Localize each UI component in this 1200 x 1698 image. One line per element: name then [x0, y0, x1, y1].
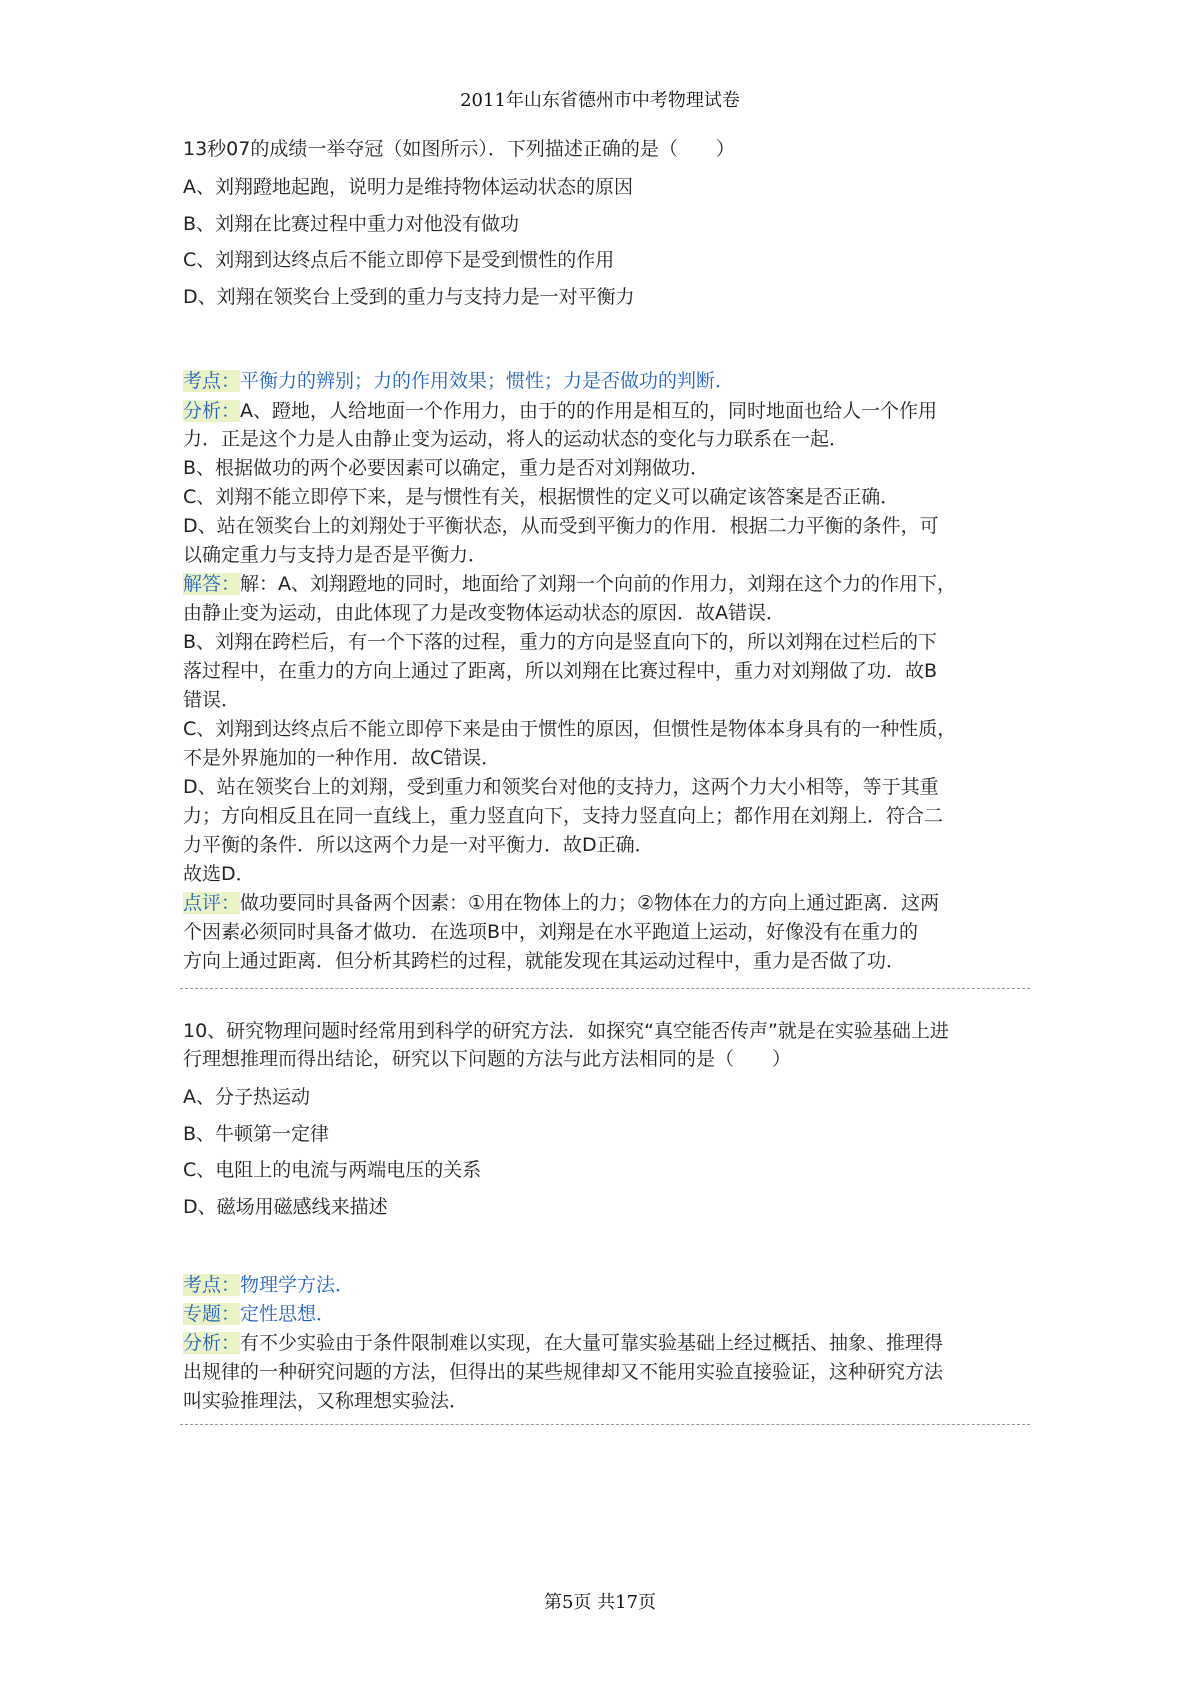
page-footer-number: 第5页 共17页 — [543, 1592, 657, 1613]
q2-fenxi-label: 分析： — [183, 1332, 241, 1354]
question-1-option-d: D、刘翔在领奖台上受到的重力与支持力是一对平衡力 — [183, 286, 635, 308]
question-2-stem-line-1: 10、研究物理问题时经常用到科学的研究方法．如探究“真空能否传声”就是在实验基础上进 — [183, 1020, 949, 1042]
q2-fenxi-line: 出规律的一种研究问题的方法，但得出的某些规律却又不能用实验直接验证，这种研究方法 — [183, 1361, 944, 1383]
q1-jieda-line: 力平衡的条件．所以这两个力是一对平衡力．故D正确． — [183, 834, 654, 856]
question-2-option-a: A、分子热运动 — [183, 1086, 310, 1108]
q1-dianping-label: 点评： — [183, 892, 241, 914]
question-separator — [180, 988, 1030, 989]
question-1-option-b: B、刘翔在比赛过程中重力对他没有做功 — [183, 213, 520, 235]
q2-fenxi-line: 叫实验推理法，又称理想实验法． — [183, 1390, 469, 1412]
question-2-option-c: C、电阻上的电流与两端电压的关系 — [183, 1159, 482, 1181]
q2-kaodian-label: 考点： — [183, 1274, 241, 1296]
q1-fenxi-text: A、蹬地，人给地面一个作用力，由于的的作用是相互的，同时地面也给人一个作用 — [240, 400, 938, 422]
q1-fenxi-line: 以确定重力与支持力是否是平衡力． — [183, 544, 488, 566]
q1-kaodian — [183, 368, 1028, 394]
q1-fenxi-line: D、站在领奖台上的刘翔处于平衡状态，从而受到平衡力的作用．根据二力平衡的条件，可 — [183, 515, 939, 537]
q1-fenxi-line: B、根据做功的两个必要因素可以确定，重力是否对刘翔做功． — [183, 457, 710, 479]
q2-fenxi-text: 有不少实验由于条件限制难以实现，在大量可靠实验基础上经过概括、抽象、推理得 — [240, 1332, 944, 1354]
q1-jieda-line: 由静止变为运动，由此体现了力是改变物体运动状态的原因．故A错误． — [183, 602, 785, 624]
q1-dianping-text: 做功要同时具备两个因素：①用在物体上的力；②物体在力的方向上通过距离．这两 — [240, 892, 940, 914]
q1-kaodian-label: 考点： — [183, 370, 241, 392]
question-1-stem: 13秒07的成绩一举夺冠（如图所示）．下列描述正确的是（ ） — [183, 138, 735, 160]
q2-zhuanti-label: 专题： — [183, 1303, 241, 1325]
q1-fenxi-line: C、刘翔不能立即停下来，是与惯性有关，根据惯性的定义可以确定该答案是否正确． — [183, 486, 900, 508]
q1-jieda-text: 解：A、刘翔蹬地的同时，地面给了刘翔一个向前的作用力，刘翔在这个力的作用下， — [240, 573, 957, 595]
page-bottom-separator — [180, 1424, 1030, 1425]
q1-jieda-line: 故选D． — [183, 863, 255, 885]
q1-dianping-line: 方向上通过距离．但分析其跨栏的过程，就能发现在其运动过程中，重力是否做了功． — [183, 950, 906, 972]
q1-fenxi-label: 分析： — [183, 400, 241, 422]
question-1-option-a: A、刘翔蹬地起跑，说明力是维持物体运动状态的原因 — [183, 176, 633, 198]
q1-fenxi — [183, 398, 1028, 424]
q1-jieda-line: C、刘翔到达终点后不能立即停下来是由于惯性的原因，但惯性是物体本身具有的一种性质， — [183, 718, 957, 740]
q1-jieda-line: 力；方向相反且在同一直线上，重力竖直向下，支持力竖直向上；都作用在刘翔上．符合二 — [183, 805, 944, 827]
q1-jieda-line: D、站在领奖台上的刘翔，受到重力和领奖台对他的支持力，这两个力大小相等，等于其重 — [183, 776, 939, 798]
question-2-stem-line-2: 行理想推理而得出结论，研究以下问题的方法与此方法相同的是（ ） — [183, 1048, 792, 1070]
question-2-option-d: D、磁场用磁感线来描述 — [183, 1196, 388, 1218]
q2-zhuanti — [183, 1301, 1028, 1327]
q1-dianping — [183, 890, 1028, 916]
question-1-option-c: C、刘翔到达终点后不能立即停下是受到惯性的作用 — [183, 249, 615, 271]
q1-jieda-line: 错误． — [183, 689, 241, 711]
q2-kaodian-text: 物理学方法． — [240, 1274, 355, 1296]
q1-dianping-line: 个因素必须同时具备才做功．在选项B中，刘翔是在水平跑道上运动，好像没有在重力的 — [183, 921, 919, 943]
q2-fenxi — [183, 1330, 1028, 1356]
q1-jieda — [183, 571, 1028, 597]
q1-jieda-line: 不是外界施加的一种作用．故C错误． — [183, 747, 501, 769]
q1-jieda-label: 解答： — [183, 573, 241, 595]
q1-jieda-line: 落过程中，在重力的方向上通过了距离，所以刘翔在比赛过程中，重力对刘翔做了功．故B — [183, 660, 938, 682]
q1-jieda-line: B、刘翔在跨栏后，有一个下落的过程，重力的方向是竖直向下的，所以刘翔在过栏后的下 — [183, 631, 938, 653]
q1-kaodian-text: 平衡力的辨别；力的作用效果；惯性；力是否做功的判断． — [240, 370, 735, 392]
q2-zhuanti-text: 定性思想． — [240, 1303, 336, 1325]
q1-fenxi-line: 力．正是这个力是人由静止变为运动，将人的运动状态的变化与力联系在一起． — [183, 428, 849, 450]
page-header-title: 2011年山东省德州市中考物理试卷 — [460, 90, 740, 111]
q2-kaodian — [183, 1272, 1028, 1298]
question-2-option-b: B、牛顿第一定律 — [183, 1123, 330, 1145]
